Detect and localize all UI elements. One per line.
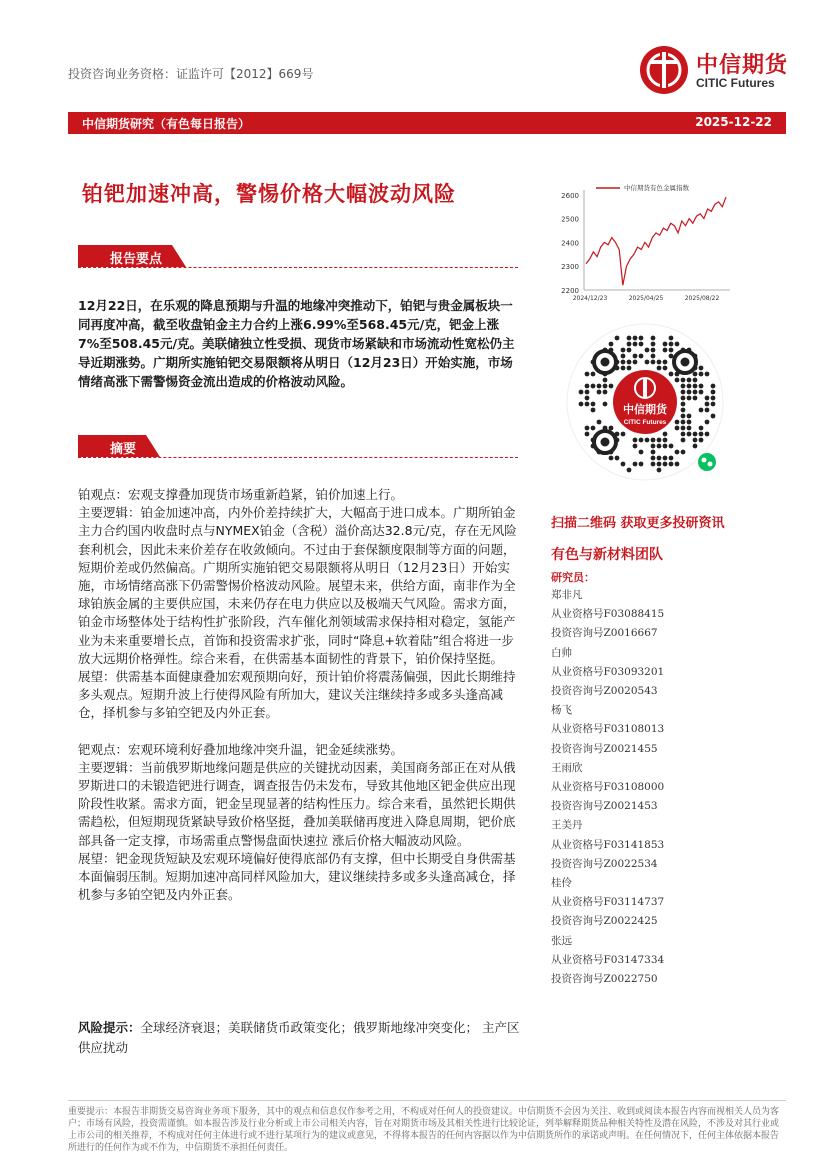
index-chart xyxy=(548,178,738,310)
pd-logic: 主要逻辑：当前俄罗斯地缘问题是供应的关键扰动因素，美国商务部正在对从俄罗斯进口的未锻造钯进行调查，调查报告仍未发布，导致其他地区钯金供应出现阶段性收紧。需求方面，钯金呈现显著的结构性压力。综合来看，虽然钯长期供需趋松，但短期现货紧缺导致价格坚挺，叠加美联储再度进入降息周期，钯价底部具备一定支撑，市场需重点警惕盘面快速拉 涨后价格大幅波动风险。 xyxy=(78,759,516,848)
staff-qual: 从业资格号F03108000 xyxy=(551,781,665,794)
staff-advisor: 投资咨询号Z0016667 xyxy=(551,627,658,640)
qr-center-cn: 中信期货 xyxy=(623,403,667,416)
pt-outlook: 展望：供需基本面健康叠加宏观预期向好，预计铂价将震荡偏强，因此长期维持多头观点。短期升波上行使得风险有所加大，建议关注继续持多或多头逢高减仓，择机参与多铂空钯及内外正套。 xyxy=(78,669,516,721)
legend-label: 中信期货有色金属指数 xyxy=(624,184,689,192)
staff-list xyxy=(551,586,751,989)
index-chart-svg xyxy=(548,178,738,310)
risk-label: 风险提示： xyxy=(78,1020,141,1035)
scan-prompt: 扫描二维码 获取更多投研资讯 xyxy=(551,516,725,531)
citic-futures-logo xyxy=(638,40,808,100)
footer-divider xyxy=(68,1100,786,1101)
x-tick-label: 2025/08/22 xyxy=(684,295,720,302)
logo-en: CITIC Futures xyxy=(696,76,775,90)
staff-name: 杨飞 xyxy=(551,704,572,717)
staff-name: 桂伶 xyxy=(551,877,572,890)
staff-advisor: 投资咨询号Z0020543 xyxy=(551,685,658,698)
pd-outlook: 展望：钯金现货短缺及宏观环境偏好使得底部仍有支撑，但中长期受自身供需基本面偏弱压制。短期加速冲高同样风险加大，建议继续持多或多头逢高减仓，择机参与多铂空钯及内外正套。 xyxy=(78,850,516,903)
disclaimer: 重要提示：本报告非期货交易咨询业务项下服务，其中的观点和信息仅作参考之用，不构成对任何人的投资建议。中信期货不会因为关注、收到或阅读本报告内容而视相关人员为客户；市场有风险，投资需谨慎。如本报告涉及行业分析或上市公司相关内容，旨在对期货市场及其相关性进行比较论证，列举解释期货品种相关特性及潜在风险，不涉及对其行业或上市公司的相关推荐，不构成对任何主体进行或不进行某项行为的建议或意见，不得将本报告的任何内容据以作为中信期货所作的承诺或声明。在任何情况下，任何主体依据本报告所进行的任何作为或不作为，中信期货不承担任何责任。 xyxy=(68,1107,780,1153)
y-tick-label: 2300 xyxy=(561,263,579,272)
staff-name: 王雨欣 xyxy=(551,761,583,774)
staff-advisor: 投资咨询号Z0022534 xyxy=(551,857,658,870)
y-tick-label: 2400 xyxy=(561,239,579,248)
key-points-header xyxy=(78,245,518,268)
x-tick-label: 2024/12/23 xyxy=(572,295,608,302)
y-tick-label: 2600 xyxy=(561,191,579,200)
report-title: 铂钯加速冲高，警惕价格大幅波动风险 xyxy=(82,182,456,206)
citic-emblem-icon xyxy=(638,44,690,96)
header-bar xyxy=(68,112,786,134)
staff-name: 张远 xyxy=(551,934,572,947)
summary-body xyxy=(78,486,520,904)
logo-cn: 中信期货 xyxy=(696,53,789,78)
summary-header xyxy=(78,435,518,458)
key-points-text: 12月22日，在乐观的降息预期与升温的地缘冲突推动下，铂钯与贵金属板块一同再度冲高，截至收盘铂金主力合约上涨6.99%至568.45元/克，钯金上涨7%至508.45元/克。美联储独立性受损、现货市场紧缺和市场流动性宽松仍主导近期涨势。广期所实施铂钯交易限额将从明日（12月23日）开始实施，市场情绪高涨下需警惕资金流出造成的价格波动风险。 xyxy=(78,298,515,389)
summary-heading: 摘要 xyxy=(78,435,146,457)
staff-qual: 从业资格号F03088415 xyxy=(551,608,665,621)
staff-advisor: 投资咨询号Z0021453 xyxy=(551,800,658,813)
x-tick-label: 2025/04/25 xyxy=(628,295,664,302)
qr-center-en: CITIC Futures xyxy=(623,419,667,426)
staff-label: 研究员： xyxy=(551,571,595,584)
license-text: 投资咨询业务资格：证监许可【2012】669号 xyxy=(68,67,314,81)
staff-name: 王美丹 xyxy=(551,819,583,832)
risk-warning xyxy=(78,1018,520,1058)
team-name: 有色与新材料团队 xyxy=(551,547,663,563)
qr-code-icon xyxy=(565,322,725,502)
staff-name: 白帅 xyxy=(551,646,572,659)
series-line xyxy=(586,197,726,285)
staff-qual: 从业资格号F03141853 xyxy=(551,838,665,851)
staff-qual: 从业资格号F03093201 xyxy=(551,665,665,678)
qr-code[interactable] xyxy=(565,322,725,502)
staff-qual: 从业资格号F03114737 xyxy=(551,896,665,909)
risk-text: 全球经济衰退；美联储货币政策变化；俄罗斯地缘冲突变化； 主产区供应扰动 xyxy=(78,1020,520,1055)
staff-advisor: 投资咨询号Z0022425 xyxy=(551,915,658,928)
key-points-heading: 报告要点 xyxy=(78,245,172,267)
pt-view: 铂观点：宏观支撑叠加现货市场重新趋紧，铂价加速上行。 xyxy=(78,487,404,502)
staff-qual: 从业资格号F03147334 xyxy=(551,953,665,966)
staff-qual: 从业资格号F03108013 xyxy=(551,723,665,736)
department-label: 中信期货研究（有色每日报告） xyxy=(82,117,251,131)
pd-view: 钯观点：宏观环境利好叠加地缘冲突升温，钯金延续涨势。 xyxy=(78,741,404,757)
staff-advisor: 投资咨询号Z0021455 xyxy=(551,742,658,755)
y-tick-label: 2200 xyxy=(561,287,579,295)
pt-logic: 主要逻辑：铂金加速冲高，内外价差持续扩大，大幅高于进口成本。广期所铂金主力合约国内收盘时点与NYMEX铂金（含税）溢价高达32.8元/克，存在无风险套利机会，因此未来价差存在收敛倾向。不过由于套保额度限制等方面的问题，短期价差或仍然偏高。广期所实施铂钯交易限额将从明日（12月23日）开始实施，市场情绪高涨下仍需警惕价格波动风险。展望未来，供给方面，南非作为全球铂族金属的主要供应国，未来仍存在电力供应以及极端天气风险。需求方面，铂金市场整体处于结构性扩张阶段，汽车催化剂领域需求保持相对稳定，氢能产业为未来重要增长点，首饰和投资需求扩张，同时“降息+软着陆”组合将进一步放大远期价格弹性。综合来看，在供需基本面韧性的背景下，铂价保持坚挺。 xyxy=(78,505,517,666)
staff-name: 郑非凡 xyxy=(551,589,583,601)
staff-advisor: 投资咨询号Z0022750 xyxy=(551,973,658,986)
y-tick-label: 2500 xyxy=(561,215,579,224)
report-date: 2025-12-22 xyxy=(695,115,772,129)
